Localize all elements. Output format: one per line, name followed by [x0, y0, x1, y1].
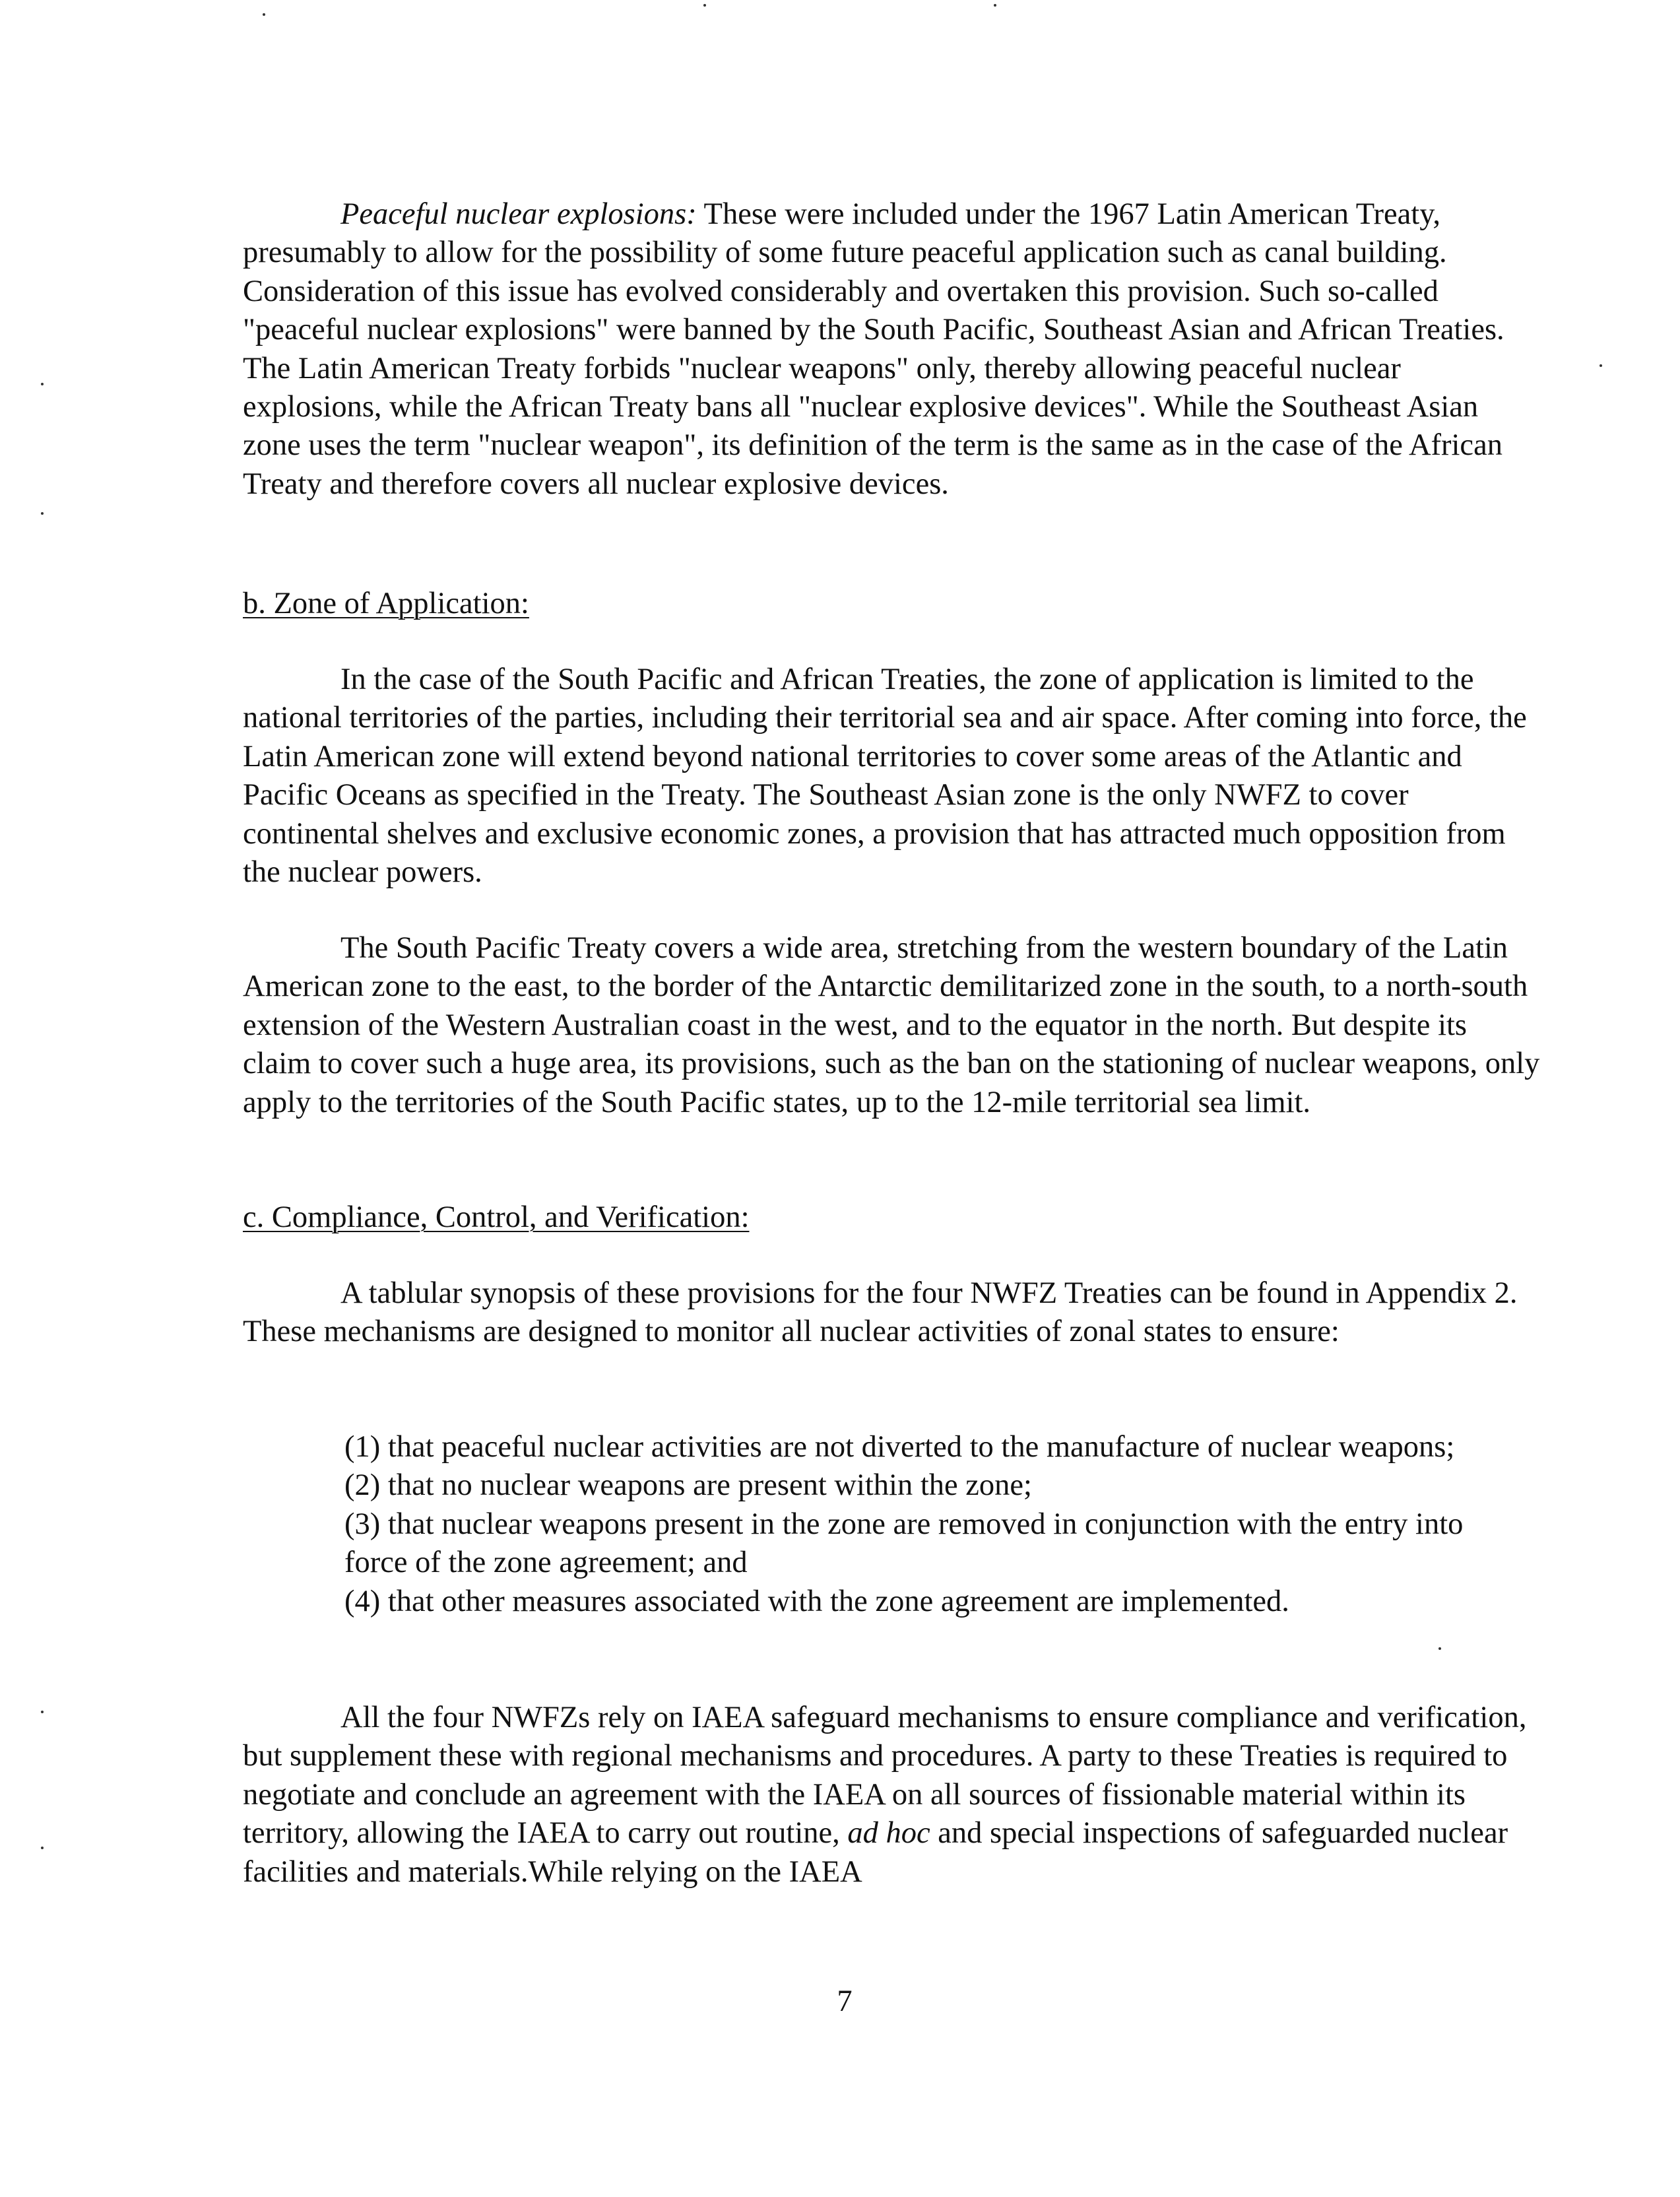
paragraph-body: These were included under the 1967 Latin American Treaty, presumably to allow for the possibility of some future peaceful application such as canal building. Consideration of this issue has evolved considerably and overtaken this provision. Such so-called "peaceful nuclear explosions" were banned by the South Pacific, Southeast Asian and African Treaties. The Latin American Treaty forbids "nuclear weapons" only, thereby allowing peaceful nuclear explosions, while the African Treaty bans all "nuclear explosive devices". While the Southeast Asian zone uses the term "nuclear weapon", its definition of the term is the same as in the case of the African Treaty and therefore covers all nuclear explosive devices.	[243, 197, 1504, 501]
scan-speck	[263, 13, 265, 16]
scan-speck	[41, 512, 44, 515]
page-number: 7	[837, 1984, 853, 2018]
paragraph-iaea-text: All the four NWFZs rely on IAEA safeguard mechanisms to ensure compliance and verification, but supplement these with regional mechanisms and procedures. A party to these Treaties is required to negotiate and conclude an agreement with the IAEA on all sources of fissionable material within its territory, allowing the IAEA to carry out routine,	[243, 1701, 1527, 1851]
paragraph-lead-italic: Peaceful nuclear explosions:	[340, 197, 697, 231]
scan-speck	[41, 383, 44, 385]
scan-speck	[994, 4, 996, 7]
paragraph-zone-of-application-2: The South Pacific Treaty covers a wide area, stretching from the western boundary of the Latin American zone to the east, to the border of the Antarctic demilitarized zone in the south, to a north-south extension of the Western Australian coast in the west, and to the equator in the north. But despite its claim to cover such a huge area, its provisions, such as the ban on the stationing of nuclear weapons, only apply to the territories of the South Pacific states, up to the 12-mile territorial sea limit.	[243, 931, 1540, 1119]
requirements-list	[344, 1428, 1466, 1621]
paragraph-iaea-text-end: and special inspections of safeguarded nuclear facilities and materials.While relying on the IAEA	[243, 1816, 1508, 1889]
paragraph-compliance: A tablular synopsis of these provisions for the four NWFZ Treaties can be found in Appendix 2. These mechanisms are designed to monitor all nuclear activities of zonal states to ensure:	[243, 1276, 1518, 1349]
list-item: (3) that nuclear weapons present in the zone are removed in conjunction with the entry into force of the zone agreement; and	[344, 1507, 1464, 1580]
scan-speck	[1438, 1647, 1441, 1650]
scan-speck	[1599, 364, 1602, 367]
scan-speck	[41, 1847, 44, 1849]
paragraph-iaea	[243, 1699, 1540, 1891]
heading-compliance-control-verification: c. Compliance, Control, and Verification:	[243, 1200, 750, 1234]
scan-speck	[703, 4, 706, 7]
paragraph-zone-of-application-1: In the case of the South Pacific and African Treaties, the zone of application is limited to the national territories of the parties, including their territorial sea and air space. After coming into force, the Latin American zone will extend beyond national territories to cover some areas of the Atlantic and Pacific Oceans as specified in the Treaty. The Southeast Asian zone is the only NWFZ to cover continental shelves and exclusive economic zones, a provision that has attracted much opposition from the nuclear powers.	[243, 663, 1527, 890]
heading-zone-of-application: b. Zone of Application:	[243, 587, 529, 620]
paragraph-iaea-italic: ad hoc	[847, 1816, 930, 1851]
list-item: (1) that peaceful nuclear activities are not diverted to the manufacture of nuclear weapons;	[344, 1430, 1455, 1464]
list-item: (4) that other measures associated with the zone agreement are implemented.	[344, 1584, 1289, 1618]
paragraph-peaceful-nuclear-explosions	[243, 195, 1540, 504]
list-item: (2) that no nuclear weapons are present within the zone;	[344, 1468, 1032, 1503]
scan-speck	[41, 1711, 44, 1713]
